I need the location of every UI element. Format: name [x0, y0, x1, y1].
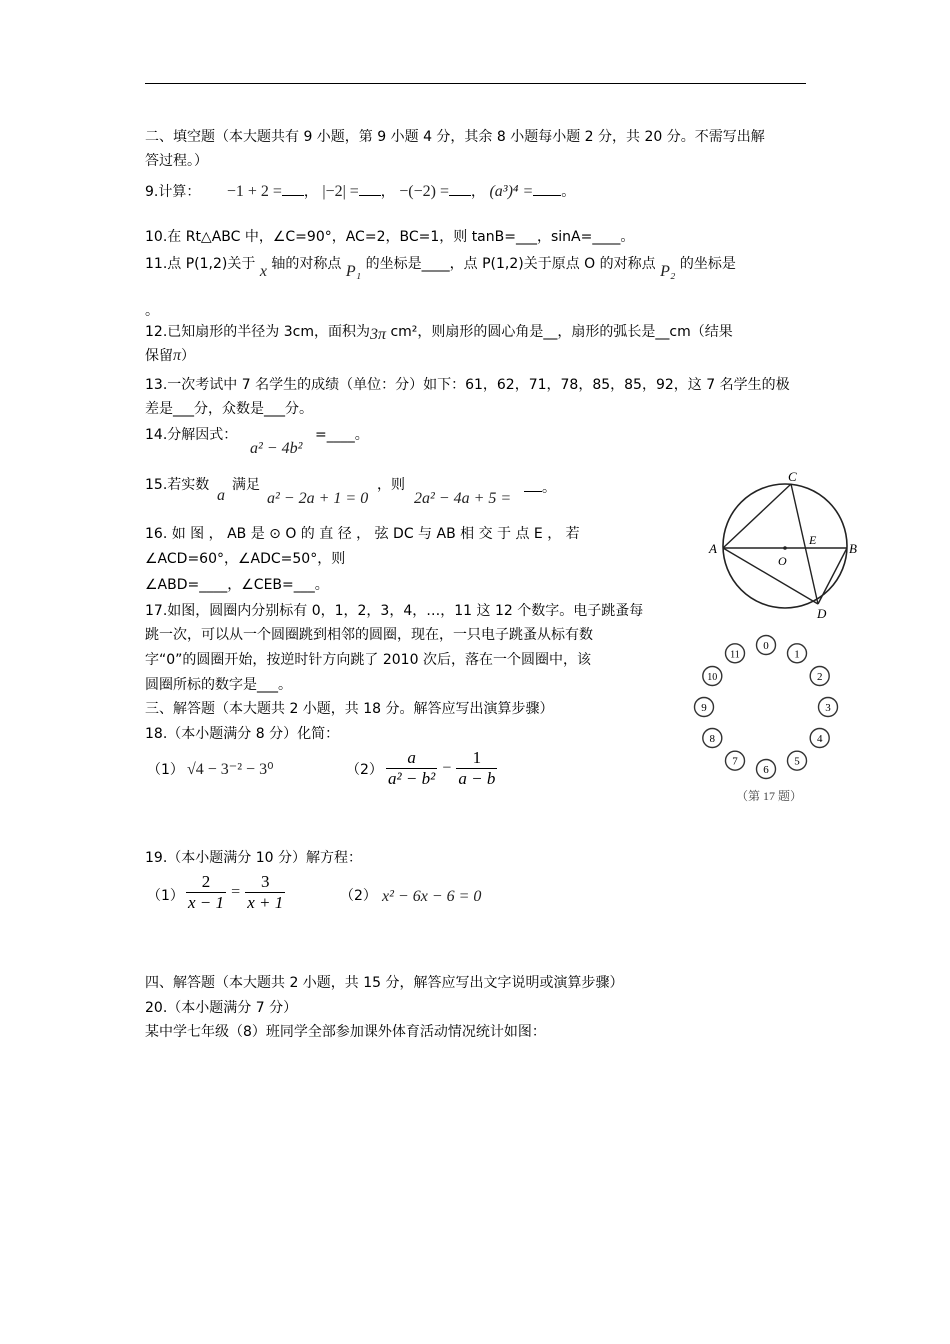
- q16-circle-figure: [705, 470, 865, 620]
- q18-frac2-den: a − b: [458, 769, 496, 788]
- q17-ring-number: 10: [707, 672, 718, 683]
- q16-center-dot: [783, 546, 787, 550]
- section4-header: 四、解答题（本大题共 2 小题，共 15 分，解答应写出文字说明或演算步骤）: [145, 975, 624, 991]
- q17-line4: 圆圈所标的数字是___。: [145, 677, 292, 693]
- q12-close: ）: [181, 348, 196, 364]
- q11-part3: 的坐标是____，点 P(1,2)关于原点 O 的对称点: [365, 256, 656, 272]
- q18-label: 18.（本小题满分 8 分）化简：: [145, 726, 340, 742]
- q19-part1-expr: [186, 872, 285, 913]
- q17-ring-number: 9: [701, 702, 707, 714]
- q12-keep: 保留: [145, 348, 173, 364]
- q14-expr: a² − 4b²: [250, 440, 303, 457]
- q11: [145, 254, 736, 280]
- section3-header: 三、解答题（本大题共 2 小题，共 18 分。解答应写出演算步骤）: [145, 701, 554, 717]
- q14-label: 14.分解因式：: [145, 427, 238, 443]
- q9: [145, 182, 575, 202]
- q15-equation: a² − 2a + 1 = 0: [267, 490, 369, 507]
- q16-chord-ad: [723, 548, 818, 604]
- q11-end: 。: [145, 303, 159, 319]
- q16-label-d: D: [817, 606, 827, 620]
- q19-part2-label: （2）: [340, 888, 377, 904]
- q18-frac2-num: 1: [472, 748, 482, 767]
- q18-frac1: [386, 748, 437, 789]
- q9-label: 9.计算：: [145, 184, 201, 200]
- q16-line2: ∠ACD=60°，∠ADC=50°，则: [145, 551, 346, 567]
- q11-x: x: [259, 263, 267, 280]
- q12-line2: [145, 346, 195, 366]
- header-rule: [145, 83, 806, 84]
- section2-header-line2: 答过程。）: [145, 153, 208, 169]
- q13-line2: 差是___分，众数是___分。: [145, 401, 313, 417]
- q9-comma2: ，: [380, 184, 395, 200]
- q19-frac1: [186, 872, 226, 913]
- q17-ring-number: 6: [763, 764, 769, 776]
- q16-label-a: A: [709, 541, 717, 556]
- q12-area: 3π: [369, 326, 386, 343]
- q9-expr4: (a³)⁴ =: [489, 183, 534, 200]
- q17-ring-number: 3: [825, 702, 831, 714]
- q16-line1: 16. 如 图 ， AB 是 ⊙ O 的 直 径 ， 弦 DC 与 AB 相 交 于 点 E ， 若: [145, 526, 580, 542]
- q9-expr2: |−2| =: [322, 183, 359, 200]
- q19-frac2-den: x + 1: [247, 893, 284, 912]
- q18-minus: −: [442, 759, 452, 777]
- q17-ring-number: 11: [730, 649, 740, 661]
- q18-frac2: [456, 748, 497, 789]
- q16-label-b: B: [849, 541, 857, 556]
- q11-part4: 的坐标是: [679, 256, 736, 272]
- section2-header-line1: 二、填空题（本大题共有 9 小题，第 9 小题 4 分，其余 8 小题每小题 2 分，共 20 分。不需写出解: [145, 129, 765, 145]
- q16-label-e: E: [809, 533, 817, 547]
- q17-line3: 字“0”的圆圈开始，按逆时针方向跳了 2010 次后，落在一个圆圈中，该: [145, 652, 591, 668]
- q18-part1-label: （1）: [147, 762, 184, 778]
- q15-blank: [524, 491, 542, 492]
- q16-circle: [723, 484, 847, 608]
- q19-part2-expr: x² − 6x − 6 = 0: [382, 888, 482, 905]
- q15-end: 。: [542, 480, 556, 496]
- q17-ring-number: 8: [709, 733, 716, 745]
- q10: 10.在 Rt△ABC 中，∠C=90°，AC=2，BC=1，则 tanB=___，sinA=____。: [145, 229, 635, 245]
- q12-part1: 12.已知扇形的半径为 3cm，面积为: [145, 324, 370, 340]
- q16-chord-ac: [723, 484, 791, 548]
- q11-p1: P₁: [345, 263, 362, 280]
- q20-label: 20.（本小题满分 7 分）: [145, 1000, 298, 1016]
- q17-ring-number: 5: [794, 755, 800, 768]
- q9-blank2: [359, 195, 381, 196]
- q15-a: a: [217, 487, 225, 504]
- q20-text: 某中学七年级（8）班同学全部参加课外体育活动情况统计如图：: [145, 1024, 546, 1040]
- q18-frac1-num: a: [407, 748, 416, 767]
- q19-frac2: [245, 872, 285, 913]
- q15-mid: 满足: [232, 477, 260, 493]
- q12-line1: [145, 322, 733, 342]
- q15-blank-end: [524, 478, 556, 498]
- q17-ring-number: 7: [732, 755, 738, 768]
- q16-line3: ∠ABD=____，∠CEB=___。: [145, 577, 329, 593]
- q15-expr: 2a² − 4a + 5 =: [414, 490, 512, 507]
- q14-end: =____。: [315, 427, 369, 443]
- q17-line2: 跳一次，可以从一个圆圈跳到相邻的圆圈，现在，一只电子跳蚤从标有数: [145, 627, 593, 643]
- q17-caption: （第 17 题）: [736, 789, 803, 803]
- q9-blank3: [449, 195, 471, 196]
- q17-line1: 17.如图，圆圈内分别标有 0，1，2，3，4，…，11 这 12 个数字。电子跳蚤每: [145, 603, 644, 619]
- q11-part2: 轴的对称点: [271, 256, 342, 272]
- q19-equals: =: [231, 883, 241, 901]
- q15-then: ，则: [377, 477, 405, 493]
- q18-part1-expr: √4 − 3⁻² − 3⁰: [187, 761, 274, 778]
- q19-frac1-num: 2: [201, 872, 211, 891]
- q16-label-o: O: [778, 554, 787, 568]
- q19-frac2-num: 3: [261, 872, 270, 891]
- q18-part2-label: （2）: [346, 762, 383, 778]
- q9-expr1: −1 + 2 =: [226, 183, 282, 200]
- q11-part1: 11.点 P(1,2)关于: [145, 256, 256, 272]
- q15-label: 15.若实数: [145, 477, 210, 493]
- q17-ring-number: 4: [816, 733, 823, 745]
- q9-comma3: ，: [470, 184, 485, 200]
- q9-blank4: [533, 195, 561, 196]
- q9-blank1: [282, 195, 304, 196]
- q17-ring-number: 2: [816, 671, 823, 683]
- q12-pi: π: [173, 347, 182, 364]
- q9-expr3: −(−2) =: [399, 183, 449, 200]
- q19-label: 19.（本小题满分 10 分）解方程：: [145, 850, 362, 866]
- q12-part2: cm²，则扇形的圆心角是__，扇形的弧长是__cm（结果: [390, 324, 733, 340]
- q11-p2: P₂: [660, 263, 676, 280]
- q17-ring-number: 1: [794, 648, 800, 661]
- q13-line1: 13.一次考试中 7 名学生的成绩（单位：分）如下：61，62，71，78，85，85，92，这 7 名学生的极: [145, 377, 790, 393]
- q16-chord-bd: [818, 548, 847, 604]
- q17-ring-figure: [690, 630, 850, 810]
- q19-part1-label: （1）: [147, 888, 184, 904]
- q17-ring-number: 0: [763, 640, 769, 652]
- q18-part2-expr: [386, 748, 497, 789]
- q9-end: 。: [561, 184, 576, 200]
- q9-comma1: ，: [303, 184, 318, 200]
- q19-frac1-den: x − 1: [188, 893, 225, 912]
- q18-frac1-den: a² − b²: [388, 769, 436, 788]
- q16-label-c: C: [788, 470, 797, 484]
